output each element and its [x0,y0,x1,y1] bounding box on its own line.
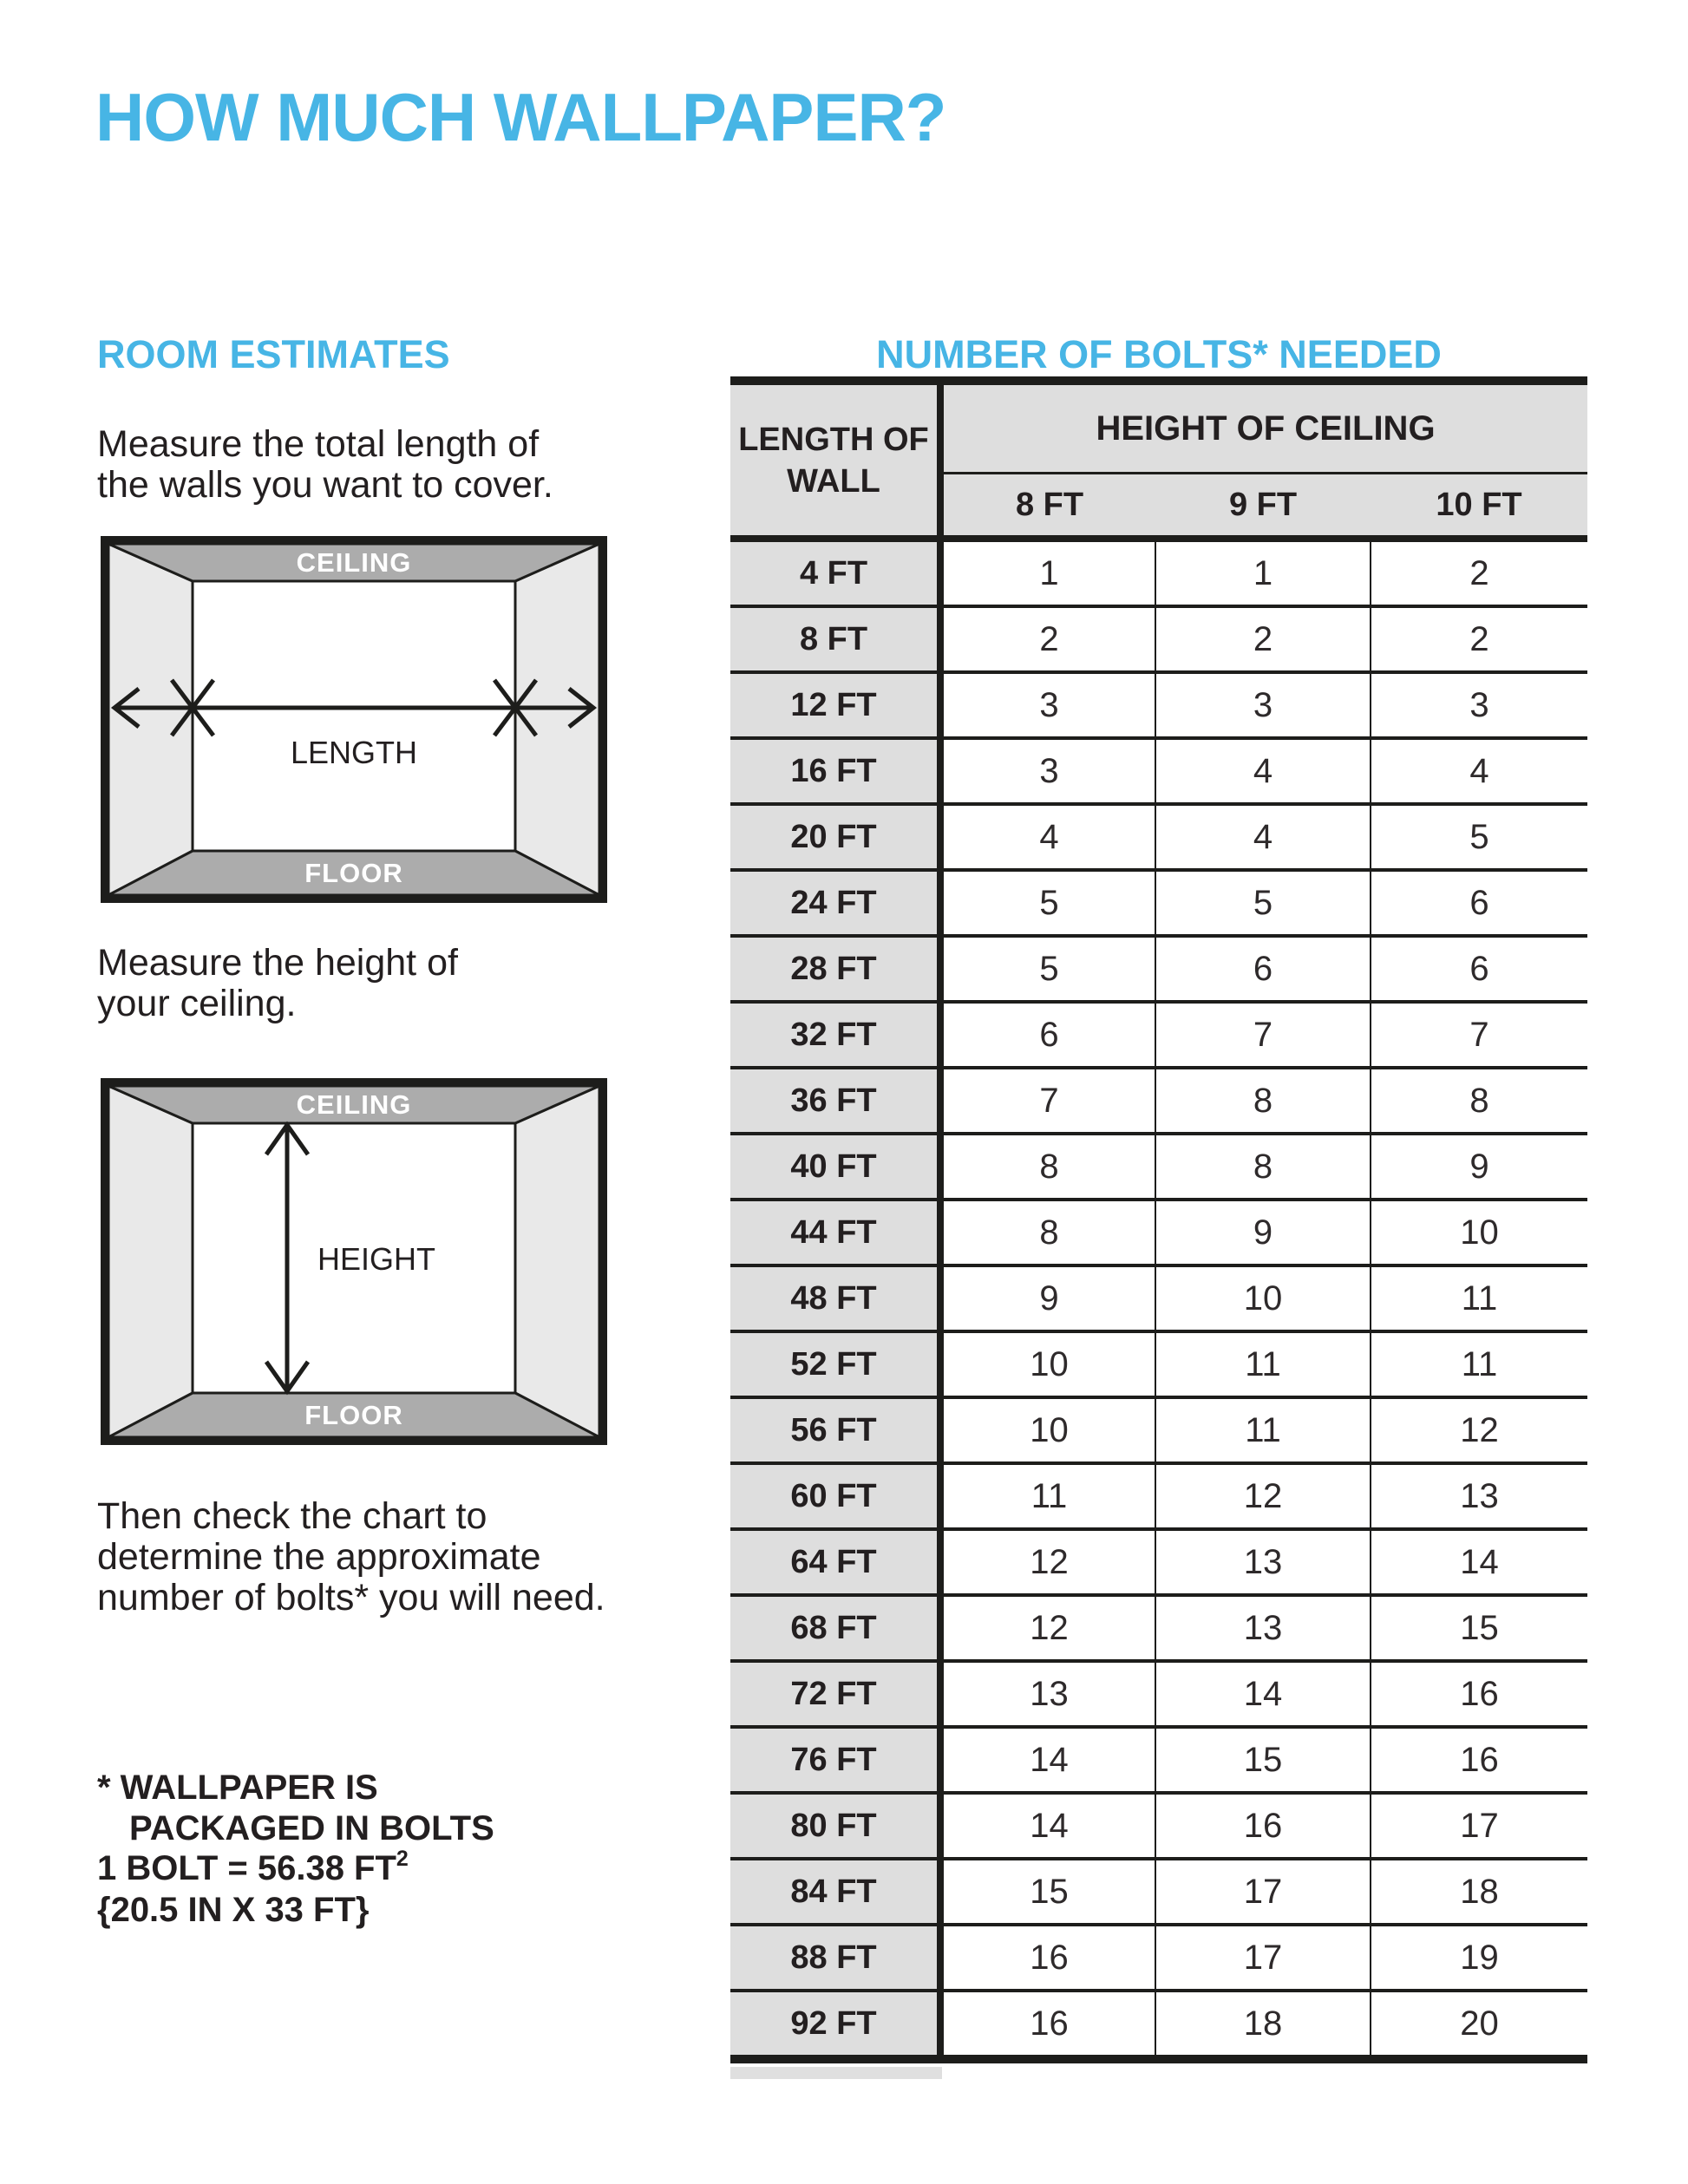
bolt-count-cell: 14 [940,1727,1155,1793]
row-label: 28 FT [730,936,940,1002]
table-row [730,1463,1587,1529]
table-row [730,1002,1587,1068]
row-label: 56 FT [730,1397,940,1463]
instruction-line: Measure the height of [97,942,458,984]
ceiling-label: CEILING [296,547,412,578]
table-row [730,1529,1587,1595]
room-height-diagram [101,1078,607,1445]
bolt-count-cell: 4 [1155,738,1371,804]
bolt-count-cell: 5 [940,870,1155,936]
bolt-count-cell: 13 [1155,1529,1371,1595]
row-label: 44 FT [730,1200,940,1265]
bolt-count-cell: 8 [1155,1134,1371,1200]
bolt-size-info [97,1847,409,1931]
instruction-line: Measure the total length of [97,423,540,465]
bolt-count-cell: 10 [940,1331,1155,1397]
row-label: 40 FT [730,1134,940,1200]
left-wall [108,1086,193,1437]
table-row [730,1595,1587,1661]
bolt-count-cell: 13 [940,1661,1155,1727]
row-label: 72 FT [730,1661,940,1727]
bolt-count-cell: 3 [1371,672,1587,738]
bolt-count-cell: 3 [1155,672,1371,738]
height-of-ceiling-header: HEIGHT OF CEILING [940,381,1587,474]
page-title: HOW MUCH WALLPAPER? [95,79,946,155]
bolt-count-cell: 19 [1371,1925,1587,1991]
floor-label: FLOOR [304,1400,403,1430]
bolt-count-cell: 16 [940,1925,1155,1991]
row-label: 76 FT [730,1727,940,1793]
bolt-count-cell: 11 [1155,1331,1371,1397]
bolts-table-header [730,381,1587,539]
table-row [730,1925,1587,1991]
table-row [730,804,1587,870]
row-label: 68 FT [730,1595,940,1661]
left-wall [108,544,193,895]
row-label: 4 FT [730,539,940,606]
row-label: 48 FT [730,1265,940,1331]
bolts-needed-heading: NUMBER OF BOLTS* NEEDED [876,332,1442,376]
bolt-count-cell: 12 [1371,1397,1587,1463]
squared-exponent: 2 [396,1847,409,1871]
bolt-count-cell: 7 [940,1068,1155,1134]
bolt-count-cell: 15 [940,1859,1155,1925]
table-row [730,672,1587,738]
row-label: 64 FT [730,1529,940,1595]
bolt-count-cell: 17 [1155,1859,1371,1925]
bolt-count-cell: 8 [940,1200,1155,1265]
row-label: 12 FT [730,672,940,738]
bolt-count-cell: 11 [940,1463,1155,1529]
table-row [730,936,1587,1002]
column-header-9ft: 9 FT [1155,474,1371,539]
bolt-count-cell: 8 [1155,1068,1371,1134]
instruction-measure-height [97,943,458,1024]
bolt-count-cell: 12 [940,1529,1155,1595]
row-label: 60 FT [730,1463,940,1529]
bolt-count-cell: 7 [1371,1002,1587,1068]
bolt-count-cell: 12 [940,1595,1155,1661]
table-row [730,1991,1587,2059]
footnote-line: * WALLPAPER IS [97,1769,378,1807]
bolt-count-cell: 11 [1371,1265,1587,1331]
bolt-count-cell: 10 [940,1397,1155,1463]
row-label: 16 FT [730,738,940,804]
bolt-count-cell: 12 [1155,1463,1371,1529]
bolt-dimensions: {20.5 IN X 33 FT} [97,1891,370,1929]
bolt-equation: 1 BOLT = 56.38 FT [97,1849,396,1887]
row-label: 80 FT [730,1793,940,1859]
row-label: 8 FT [730,606,940,672]
table-row [730,870,1587,936]
table-row [730,1661,1587,1727]
bolt-count-cell: 2 [1155,606,1371,672]
row-label: 20 FT [730,804,940,870]
bolt-count-cell: 3 [940,738,1155,804]
table-row [730,1068,1587,1134]
bolt-count-cell: 16 [1371,1661,1587,1727]
ceiling-label: CEILING [296,1089,412,1120]
table-row [730,1331,1587,1397]
bolt-count-cell: 18 [1155,1991,1371,2059]
bolt-count-cell: 8 [940,1134,1155,1200]
table-row [730,738,1587,804]
instruction-line: determine the approximate [97,1536,541,1578]
bolt-count-cell: 4 [1155,804,1371,870]
bolt-count-cell: 11 [1371,1331,1587,1397]
bolts-table-body [730,539,1587,2059]
row-label: 52 FT [730,1331,940,1397]
row-label: 88 FT [730,1925,940,1991]
instruction-measure-length [97,424,553,506]
instruction-line: number of bolts* you will need. [97,1577,605,1618]
back-wall [193,581,515,851]
bolt-count-cell: 14 [1155,1661,1371,1727]
table-row [730,1859,1587,1925]
bolt-count-cell: 1 [1155,539,1371,606]
row-label: 84 FT [730,1859,940,1925]
bolt-count-cell: 6 [940,1002,1155,1068]
bolt-count-cell: 14 [1371,1529,1587,1595]
floor-label: FLOOR [304,858,403,888]
bolt-count-cell: 2 [1371,539,1587,606]
bolt-count-cell: 9 [1371,1134,1587,1200]
bolt-count-cell: 1 [940,539,1155,606]
column-header-10ft: 10 FT [1371,474,1587,539]
right-wall [515,1086,599,1437]
table-row [730,1200,1587,1265]
table-row [730,1727,1587,1793]
row-label: 92 FT [730,1991,940,2059]
instruction-line: Then check the chart to [97,1495,487,1537]
bolt-count-cell: 4 [1371,738,1587,804]
bolt-count-cell: 4 [940,804,1155,870]
bolt-count-cell: 10 [1155,1265,1371,1331]
header-row-group [730,381,1587,474]
bolt-count-cell: 9 [940,1265,1155,1331]
bolt-count-cell: 17 [1155,1925,1371,1991]
length-of-wall-header: LENGTH OF WALL [730,381,940,539]
bolt-count-cell: 10 [1371,1200,1587,1265]
table-row [730,1265,1587,1331]
instruction-line: your ceiling. [97,983,297,1024]
table-row [730,1134,1587,1200]
footnote-line: PACKAGED IN BOLTS [129,1809,494,1847]
room-estimates-heading: ROOM ESTIMATES [97,332,450,376]
bolt-count-cell: 2 [940,606,1155,672]
instruction-line: the walls you want to cover. [97,464,553,506]
height-label: HEIGHT [317,1241,436,1277]
bolt-count-cell: 6 [1371,870,1587,936]
bolt-count-cell: 14 [940,1793,1155,1859]
bolt-count-cell: 16 [940,1991,1155,2059]
row-label: 24 FT [730,870,940,936]
row-label: 32 FT [730,1002,940,1068]
table-row [730,1793,1587,1859]
table-row [730,606,1587,672]
bolt-count-cell: 6 [1371,936,1587,1002]
bolt-count-cell: 5 [940,936,1155,1002]
bolt-count-cell: 15 [1371,1595,1587,1661]
wallpaper-bolts-footnote [97,1768,494,1849]
length-label: LENGTH [290,735,418,770]
bolt-count-cell: 11 [1155,1397,1371,1463]
room-length-diagram [101,536,607,903]
table-row [730,1397,1587,1463]
bolt-count-cell: 2 [1371,606,1587,672]
bolt-count-cell: 16 [1371,1727,1587,1793]
bolt-count-cell: 9 [1155,1200,1371,1265]
bolt-count-cell: 5 [1155,870,1371,936]
table-footer-stub [730,2067,942,2079]
bolt-count-cell: 16 [1155,1793,1371,1859]
column-header-8ft: 8 FT [940,474,1155,539]
bolt-count-cell: 7 [1155,1002,1371,1068]
table-row [730,539,1587,606]
bolts-table [730,376,1587,2063]
bolt-count-cell: 18 [1371,1859,1587,1925]
bolt-count-cell: 13 [1155,1595,1371,1661]
bolt-count-cell: 20 [1371,1991,1587,2059]
instruction-check-chart [97,1496,605,1618]
right-wall [515,544,599,895]
bolt-count-cell: 3 [940,672,1155,738]
bolt-count-cell: 15 [1155,1727,1371,1793]
bolt-count-cell: 6 [1155,936,1371,1002]
bolt-count-cell: 8 [1371,1068,1587,1134]
bolt-count-cell: 13 [1371,1463,1587,1529]
bolt-count-cell: 5 [1371,804,1587,870]
bolt-count-cell: 17 [1371,1793,1587,1859]
row-label: 36 FT [730,1068,940,1134]
